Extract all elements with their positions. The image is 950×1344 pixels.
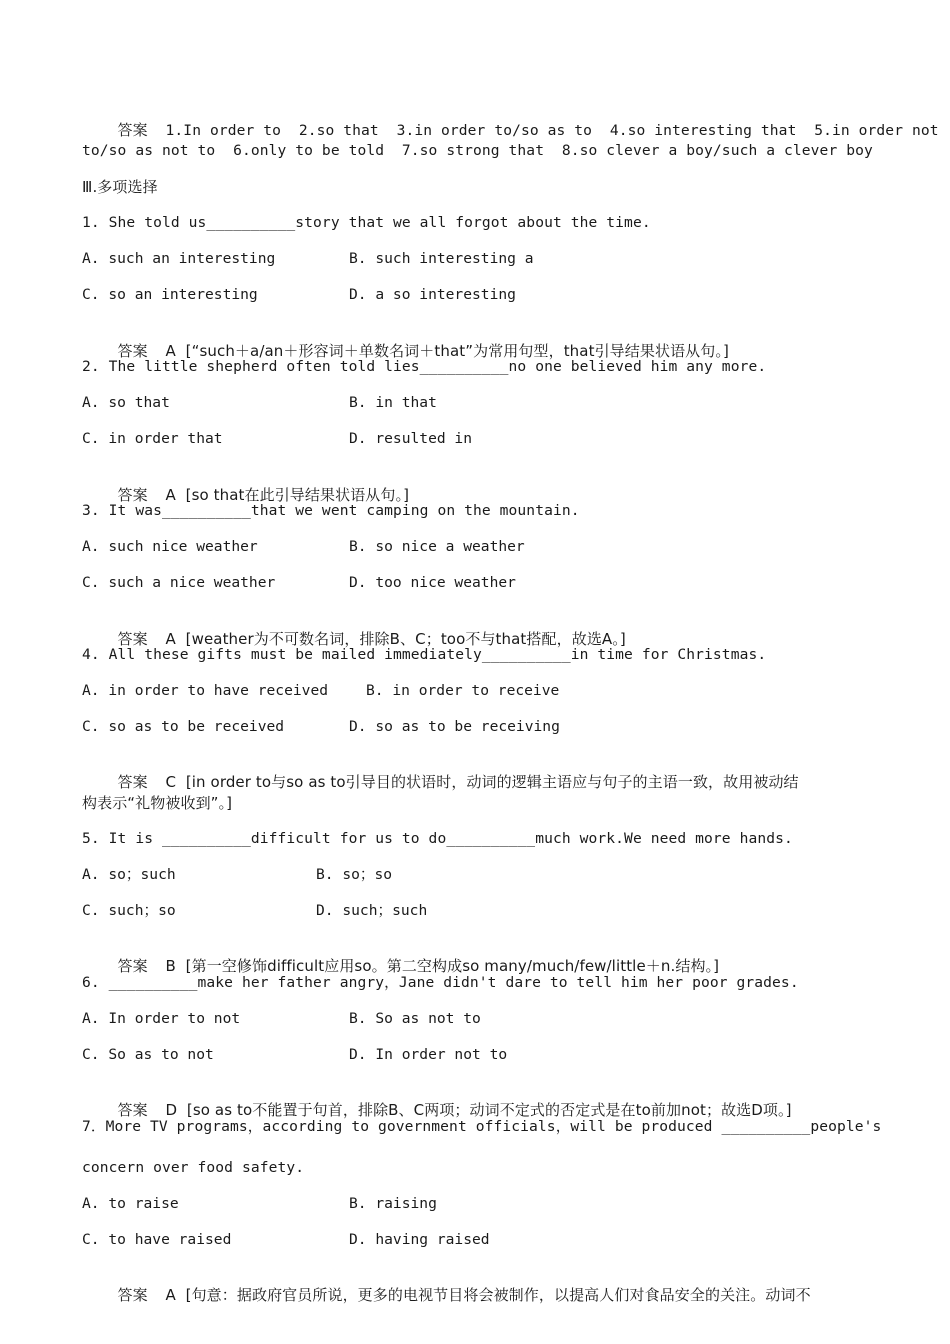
- option-c: C. so an interesting: [82, 286, 258, 303]
- question-stem: 5. It is __________difficult for us to do__________much work.We need more hands.: [82, 830, 793, 847]
- answer-label: 答案: [117, 486, 148, 504]
- answer-label: 答案: [117, 121, 148, 139]
- option-c: C. to have raised: [82, 1231, 232, 1248]
- option-d: D. having raised: [349, 1231, 490, 1248]
- question-stem: 7．More TV programs，according to government officials，will be produced __________people's: [82, 1118, 882, 1135]
- answer-explanation: A [weather为不可数名词，排除B、C；too不与that搭配，故选A。]: [165, 630, 626, 648]
- option-d: D. In order not to: [349, 1046, 508, 1063]
- option-b: B. in that: [349, 394, 437, 411]
- answer-explanation: A [so that在此引导结果状语从句。]: [165, 486, 410, 504]
- answer-explanation: A [句意：据政府官员所说，更多的电视节目将会被制作，以提高人们对食品安全的关注。动词不: [165, 1286, 811, 1304]
- question-stem: 6. __________make her father angry，Jane didn't dare to tell him her poor grades.: [82, 974, 799, 991]
- answer-text: 1.In order to 2.so that 3.in order to/so as to 4.so interesting that 5.in order not: [165, 122, 939, 139]
- option-b: B. raising: [349, 1195, 437, 1212]
- option-b: B. So as not to: [349, 1010, 481, 1027]
- answer-text-continued: to/so as not to 6.only to be told 7.so strong that 8.so clever a boy/such a clever boy: [82, 142, 873, 159]
- option-b: B. in order to receive: [366, 682, 560, 699]
- answer-label: 答案: [117, 1101, 148, 1119]
- question-stem: 3. It was__________that we went camping on the mountain.: [82, 502, 580, 519]
- option-c: C. in order that: [82, 430, 223, 447]
- question-stem: 1. She told us__________story that we all forgot about the time.: [82, 214, 651, 231]
- option-a: A. in order to have received: [82, 682, 329, 699]
- answer-label: 答案: [117, 1286, 148, 1304]
- option-c: C. such a nice weather: [82, 574, 276, 591]
- answer-line: [82, 1265, 811, 1326]
- answer-explanation: D [so as to不能置于句首，排除B、C两项；动词不定式的否定式是在to前加not；故选D项。]: [165, 1101, 792, 1119]
- answer-explanation: A [“such＋a/an＋形容词＋单数名词＋that”为常用句型，that引导结果状语从句。]: [165, 342, 729, 360]
- option-c: C. so as to be received: [82, 718, 285, 735]
- option-c: C. such；so: [82, 902, 176, 919]
- option-a: A. to raise: [82, 1195, 179, 1212]
- question-stem: 2. The little shepherd often told lies__________no one believed him any more.: [82, 358, 767, 375]
- option-d: D. so as to be receiving: [349, 718, 560, 735]
- option-a: A. such an interesting: [82, 250, 276, 267]
- answer-label: 答案: [117, 773, 148, 791]
- section-title: Ⅲ.多项选择: [82, 178, 158, 196]
- option-d: D. such；such: [316, 902, 428, 919]
- option-b: B. so；so: [316, 866, 393, 883]
- option-a: A. so；such: [82, 866, 176, 883]
- question-stem: 4. All these gifts must be mailed immediately__________in time for Christmas.: [82, 646, 767, 663]
- answer-label: 答案: [117, 342, 148, 360]
- option-a: A. so that: [82, 394, 170, 411]
- option-d: D. too nice weather: [349, 574, 516, 591]
- option-c: C. So as to not: [82, 1046, 214, 1063]
- option-d: D. resulted in: [349, 430, 473, 447]
- option-b: B. such interesting a: [349, 250, 534, 267]
- answer-label: 答案: [117, 630, 148, 648]
- question-stem-continued: concern over food safety.: [82, 1159, 305, 1176]
- answer-label: 答案: [117, 957, 148, 975]
- option-b: B. so nice a weather: [349, 538, 525, 555]
- answer-explanation: C [in order to与so as to引导目的状语时，动词的逻辑主语应与句子的主语一致，故用被动结: [165, 773, 799, 791]
- answer-explanation-continued: 构表示“礼物被收到”。]: [82, 794, 233, 812]
- option-a: A. such nice weather: [82, 538, 258, 555]
- option-d: D. a so interesting: [349, 286, 516, 303]
- option-a: A. In order to not: [82, 1010, 241, 1027]
- answer-explanation: B [第一空修饰difficult应用so。第二空构成so many/much/few/little＋n.结构。]: [165, 957, 720, 975]
